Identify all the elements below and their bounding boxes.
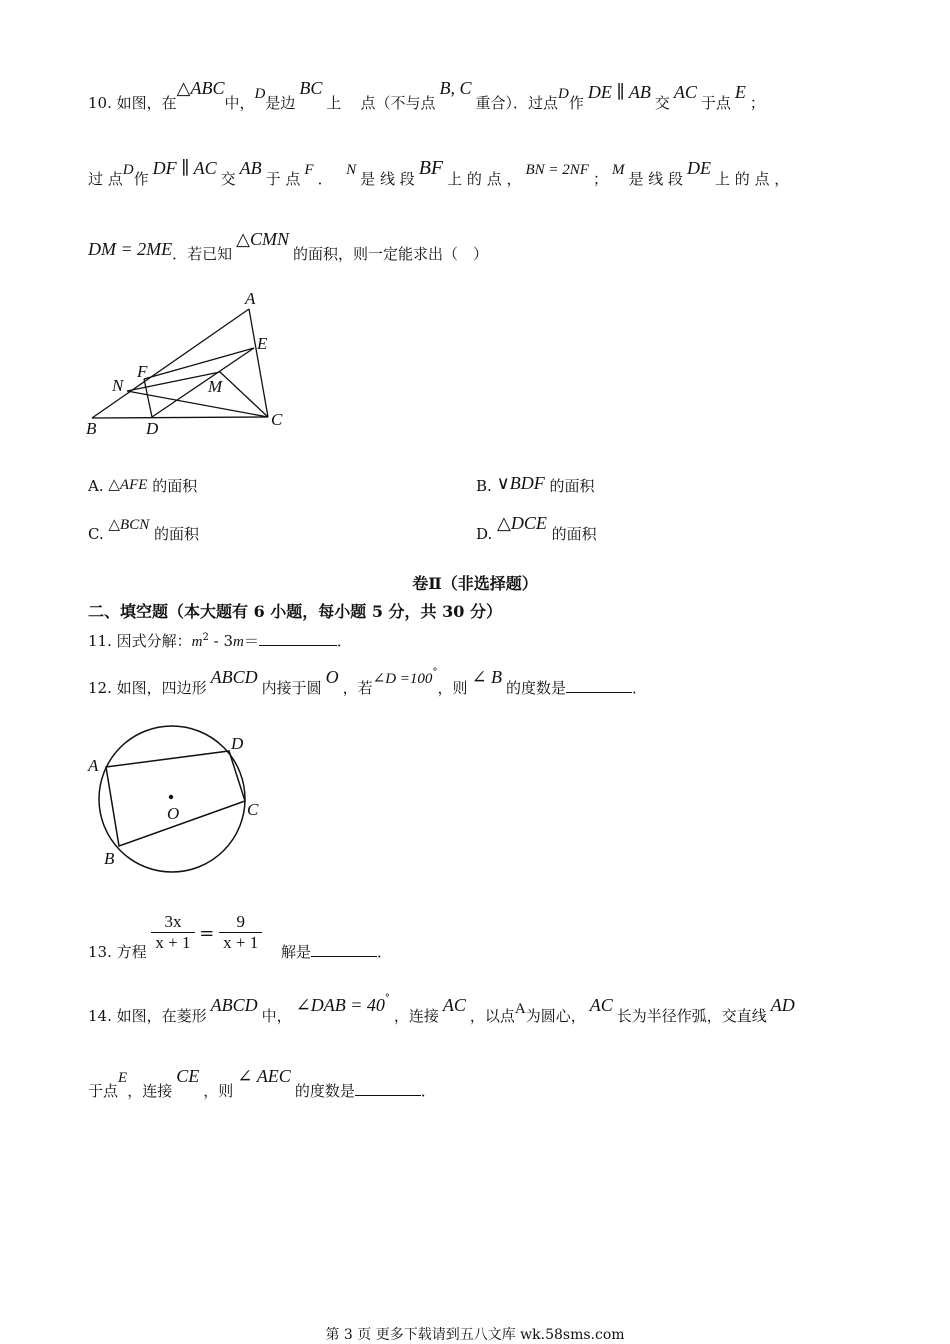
q14-line1: [88, 993, 799, 1026]
q12-text: 12. 如图，四边形: [88, 679, 207, 697]
q10-line1: [88, 78, 765, 113]
math-angle-aec: ∠ AEC: [237, 1066, 291, 1086]
q14-text: ，连接: [393, 1007, 439, 1025]
math-b-c: B, C: [439, 78, 472, 98]
section-heading: 二、填空题（本大题有 6 小题，每小题 5 分，共 30 分）: [88, 602, 502, 621]
option-b[interactable]: [476, 475, 595, 496]
q10-text: ．若已知: [172, 245, 233, 263]
label-c: C: [271, 410, 283, 429]
label-m: M: [208, 377, 223, 396]
q12-text: ，则: [437, 679, 468, 697]
math-o: O: [325, 667, 339, 687]
frac-denominator: x + 1: [223, 933, 259, 952]
math-m: M: [611, 162, 625, 178]
q13-text: ．: [377, 942, 393, 961]
math-degree: °: [432, 667, 438, 678]
page-footer: 第 3 页 更多下载请到五八文库 wk.58sms.com: [325, 1327, 625, 1343]
q12-text: ，若: [342, 679, 373, 697]
q11-text: ＝: [243, 632, 259, 650]
q11: [88, 630, 352, 651]
q11-text: 11. 因式分解：: [88, 632, 192, 650]
answer-blank[interactable]: [311, 942, 377, 957]
math-dm-2me: DM = 2ME: [88, 239, 173, 259]
answer-blank[interactable]: [259, 631, 337, 646]
option-math: △AFE: [108, 477, 148, 493]
fraction-left: [151, 912, 194, 953]
math-triangle-cmn: △CMN: [236, 229, 290, 249]
math-d: D: [122, 162, 134, 178]
q11-text: - 3: [208, 632, 233, 650]
math-abcd: ABCD: [210, 667, 258, 687]
math-abcd: ABCD: [210, 995, 258, 1015]
math-a: A: [514, 1001, 526, 1017]
math-angle-dab: ∠DAB = 40: [295, 995, 385, 1015]
q10-text: 中，: [224, 94, 255, 112]
math-d: D: [254, 86, 266, 102]
math-angle-d: ∠D =100: [372, 671, 433, 687]
q10-text: 是 线 段: [360, 170, 415, 188]
frac-numerator: 9: [219, 912, 262, 933]
q10-text: 是边: [265, 94, 296, 112]
answer-blank[interactable]: [566, 678, 632, 693]
q13-text: 13. 方程: [88, 942, 147, 961]
q14-text: ，则: [203, 1082, 234, 1100]
q10-triangle-figure: [82, 285, 292, 440]
q10-text: 的面积，则一定能求出（ ）: [293, 245, 489, 263]
option-letter: A.: [88, 477, 104, 495]
q14-text: ，连接: [127, 1082, 173, 1100]
q12-circle-figure: [82, 720, 272, 875]
label-d: D: [231, 734, 244, 753]
math-e: E: [118, 1070, 128, 1086]
q10-text: 是 线 段: [628, 170, 683, 188]
label-o: O: [167, 804, 180, 823]
math-angle-b: ∠ B: [471, 667, 503, 687]
option-text: 的面积: [154, 525, 200, 543]
math-equals: =: [199, 922, 215, 944]
math-n: N: [346, 162, 357, 178]
label-a: A: [88, 756, 99, 775]
q10-text: ．: [317, 170, 333, 188]
math-ac: AC: [442, 995, 466, 1015]
math-bn-2nf: BN = 2NF: [525, 162, 589, 178]
fraction-right: [219, 912, 262, 953]
q14-text: ，以点: [469, 1007, 515, 1025]
label-f: F: [137, 362, 148, 381]
math-m: m: [191, 634, 203, 650]
math-d: D: [558, 86, 569, 102]
q10-text: 交: [220, 170, 236, 188]
math-degree: °: [384, 993, 390, 1004]
q10-text: 上 的 点 ，: [715, 170, 790, 188]
option-letter: D.: [476, 525, 493, 543]
option-letter: B.: [476, 477, 492, 495]
math-ac: AC: [673, 82, 697, 102]
math-ab: AB: [239, 158, 262, 178]
frac-denominator: x + 1: [155, 933, 191, 952]
q14-text: 中，: [261, 1007, 292, 1025]
option-c[interactable]: [88, 517, 200, 544]
option-text: 的面积: [549, 477, 595, 495]
q10-text: 上: [326, 94, 342, 112]
math-ad: AD: [770, 995, 795, 1015]
math-bf: BF: [418, 157, 444, 179]
q10-line3: [88, 229, 489, 264]
q10-text: 于点: [700, 94, 731, 112]
q14-text: 长为半径作弧，交直线: [616, 1007, 767, 1025]
q10-text: 作: [133, 170, 149, 188]
label-d: D: [146, 419, 159, 438]
q12-text: 内接于圆: [261, 679, 322, 697]
q14-text: 的度数是: [294, 1082, 355, 1100]
q10-line2: [88, 157, 790, 190]
q10-text: 作: [568, 94, 584, 112]
label-b: B: [86, 419, 97, 438]
option-text: 的面积: [152, 477, 198, 495]
q11-text: ．: [336, 632, 352, 650]
label-c: C: [247, 800, 259, 819]
q10-text: 点（不与点: [360, 94, 436, 112]
volume-title: 卷Ⅱ（非选择题）: [412, 574, 538, 593]
q14-line2: [88, 1066, 436, 1101]
q10-text: ；: [749, 94, 765, 112]
label-e: E: [257, 334, 268, 353]
label-a: A: [245, 289, 256, 308]
q12-text: ．: [632, 679, 648, 697]
q14-text: ．: [420, 1082, 436, 1100]
option-letter: C.: [88, 525, 104, 543]
math-exponent: 2: [202, 632, 209, 643]
math-m: m: [233, 634, 244, 650]
math-ce: CE: [176, 1066, 200, 1086]
q10-text: ；: [592, 170, 608, 188]
math-df-parallel-ac: DF ∥ AC: [152, 158, 217, 178]
q10-text: 上 的 点 ，: [447, 170, 522, 188]
math-ac: AC: [589, 995, 613, 1015]
math-de: DE: [687, 158, 711, 178]
option-d[interactable]: [476, 513, 597, 544]
math-f: F: [304, 162, 314, 178]
q14-text: 14. 如图，在菱形: [88, 1007, 207, 1025]
math-triangle-abc: △ABC: [176, 78, 225, 98]
math-e: E: [734, 82, 746, 102]
math-de-parallel-ab: DE ∥ AB: [587, 82, 651, 102]
option-a[interactable]: [88, 475, 197, 496]
q14-text: 为圆心，: [525, 1007, 586, 1025]
q10-text: 交: [654, 94, 670, 112]
answer-blank[interactable]: [355, 1081, 421, 1096]
frac-numerator: 3x: [151, 912, 194, 933]
q10-text: 重合）．过点: [475, 94, 558, 112]
option-text: 的面积: [551, 525, 597, 543]
q10-text: 于 点: [265, 170, 301, 188]
q12: [88, 667, 648, 698]
option-math: △BCN: [108, 517, 150, 533]
q14-text: 于点: [88, 1082, 119, 1100]
q13-text: 解是: [281, 942, 312, 961]
q10-text: 过 点: [88, 170, 123, 188]
label-b: B: [104, 849, 115, 868]
q10-text: 10. 如图，在: [88, 94, 177, 112]
q13-tail: [281, 943, 392, 961]
option-math: △DCE: [497, 513, 547, 533]
q13: [88, 912, 393, 961]
option-math: ∨BDF: [496, 473, 545, 493]
q12-text: 的度数是: [506, 679, 567, 697]
label-n: N: [112, 376, 124, 395]
math-bc: BC: [299, 78, 323, 98]
